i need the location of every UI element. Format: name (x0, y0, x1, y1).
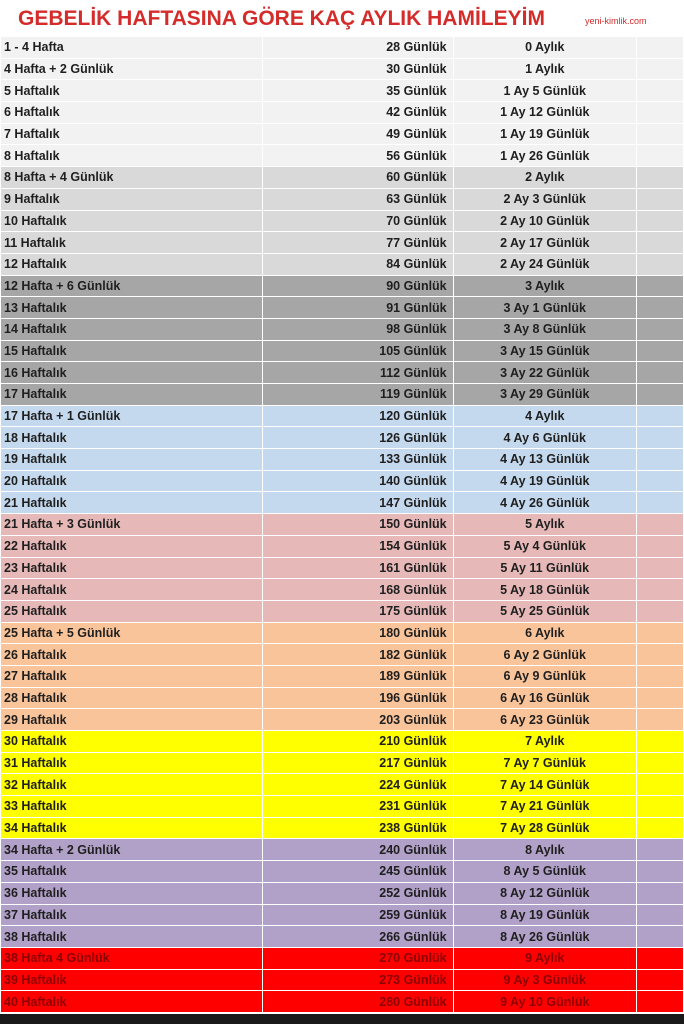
filler-cell (636, 427, 683, 449)
days-cell: 240 Günlük (263, 839, 453, 861)
days-cell: 259 Günlük (263, 904, 453, 926)
filler-cell (636, 600, 683, 622)
table-row (1, 470, 684, 492)
days-cell: 154 Günlük (263, 535, 453, 557)
days-cell: 105 Günlük (263, 340, 453, 362)
months-cell: 4 Ay 13 Günlük (453, 449, 636, 471)
filler-cell (636, 80, 683, 102)
table-row (1, 362, 684, 384)
days-cell: 175 Günlük (263, 600, 453, 622)
months-cell: 5 Ay 18 Günlük (453, 579, 636, 601)
days-cell: 182 Günlük (263, 644, 453, 666)
days-cell: 56 Günlük (263, 145, 453, 167)
week-cell: 16 Haftalık (1, 362, 263, 384)
week-cell: 5 Haftalık (1, 80, 263, 102)
months-cell: 1 Ay 12 Günlük (453, 102, 636, 124)
months-cell: 2 Ay 24 Günlük (453, 253, 636, 275)
week-cell: 19 Haftalık (1, 449, 263, 471)
table-row (1, 991, 684, 1013)
filler-cell (636, 58, 683, 80)
week-cell: 34 Haftalık (1, 817, 263, 839)
days-cell: 189 Günlük (263, 665, 453, 687)
table-row (1, 405, 684, 427)
week-cell: 24 Haftalık (1, 579, 263, 601)
days-cell: 49 Günlük (263, 123, 453, 145)
week-cell: 17 Haftalık (1, 384, 263, 406)
months-cell: 7 Ay 14 Günlük (453, 774, 636, 796)
months-cell: 3 Ay 29 Günlük (453, 384, 636, 406)
days-cell: 161 Günlük (263, 557, 453, 579)
months-cell: 9 Aylık (453, 947, 636, 969)
filler-cell (636, 709, 683, 731)
months-cell: 3 Ay 15 Günlük (453, 340, 636, 362)
months-cell: 7 Ay 28 Günlük (453, 817, 636, 839)
days-cell: 98 Günlük (263, 318, 453, 340)
table-row (1, 904, 684, 926)
week-cell: 20 Haftalık (1, 470, 263, 492)
table-row (1, 969, 684, 991)
table-row (1, 622, 684, 644)
months-cell: 3 Ay 1 Günlük (453, 297, 636, 319)
week-cell: 14 Haftalık (1, 318, 263, 340)
months-cell: 4 Ay 19 Günlük (453, 470, 636, 492)
week-cell: 33 Haftalık (1, 796, 263, 818)
filler-cell (636, 123, 683, 145)
week-cell: 34 Hafta + 2 Günlük (1, 839, 263, 861)
days-cell: 77 Günlük (263, 232, 453, 254)
days-cell: 42 Günlük (263, 102, 453, 124)
days-cell: 273 Günlük (263, 969, 453, 991)
filler-cell (636, 145, 683, 167)
filler-cell (636, 405, 683, 427)
table-row (1, 318, 684, 340)
week-cell: 32 Haftalık (1, 774, 263, 796)
watermark: yeni-kimlik.com (585, 16, 647, 26)
months-cell: 7 Aylık (453, 731, 636, 753)
table-row (1, 600, 684, 622)
days-cell: 266 Günlük (263, 926, 453, 948)
months-cell: 6 Ay 9 Günlük (453, 665, 636, 687)
months-cell: 1 Ay 26 Günlük (453, 145, 636, 167)
header (0, 0, 684, 36)
filler-cell (636, 665, 683, 687)
week-cell: 18 Haftalık (1, 427, 263, 449)
week-cell: 9 Haftalık (1, 188, 263, 210)
months-cell: 7 Ay 7 Günlük (453, 752, 636, 774)
week-cell: 17 Hafta + 1 Günlük (1, 405, 263, 427)
months-cell: 4 Ay 6 Günlük (453, 427, 636, 449)
week-cell: 40 Haftalık (1, 991, 263, 1013)
filler-cell (636, 731, 683, 753)
days-cell: 147 Günlük (263, 492, 453, 514)
months-cell: 1 Ay 19 Günlük (453, 123, 636, 145)
week-cell: 11 Haftalık (1, 232, 263, 254)
months-cell: 1 Ay 5 Günlük (453, 80, 636, 102)
days-cell: 150 Günlük (263, 514, 453, 536)
days-cell: 180 Günlük (263, 622, 453, 644)
filler-cell (636, 557, 683, 579)
days-cell: 231 Günlük (263, 796, 453, 818)
months-cell: 0 Aylık (453, 37, 636, 59)
months-cell: 2 Ay 3 Günlük (453, 188, 636, 210)
filler-cell (636, 926, 683, 948)
week-cell: 39 Haftalık (1, 969, 263, 991)
months-cell: 9 Ay 10 Günlük (453, 991, 636, 1013)
months-cell: 5 Aylık (453, 514, 636, 536)
table-row (1, 384, 684, 406)
week-cell: 31 Haftalık (1, 752, 263, 774)
days-cell: 270 Günlük (263, 947, 453, 969)
week-cell: 37 Haftalık (1, 904, 263, 926)
months-cell: 4 Aylık (453, 405, 636, 427)
week-cell: 12 Haftalık (1, 253, 263, 275)
filler-cell (636, 752, 683, 774)
filler-cell (636, 102, 683, 124)
table-row (1, 58, 684, 80)
filler-cell (636, 37, 683, 59)
table-row (1, 861, 684, 883)
days-cell: 252 Günlük (263, 882, 453, 904)
table-row (1, 709, 684, 731)
table-row (1, 817, 684, 839)
filler-cell (636, 817, 683, 839)
months-cell: 7 Ay 21 Günlük (453, 796, 636, 818)
filler-cell (636, 232, 683, 254)
days-cell: 63 Günlük (263, 188, 453, 210)
table-row (1, 535, 684, 557)
filler-cell (636, 167, 683, 189)
days-cell: 133 Günlük (263, 449, 453, 471)
table-row (1, 774, 684, 796)
week-cell: 15 Haftalık (1, 340, 263, 362)
table-row (1, 882, 684, 904)
table-row (1, 102, 684, 124)
filler-cell (636, 687, 683, 709)
months-cell: 5 Ay 4 Günlük (453, 535, 636, 557)
months-cell: 5 Ay 11 Günlük (453, 557, 636, 579)
filler-cell (636, 774, 683, 796)
table-row (1, 167, 684, 189)
table-row (1, 275, 684, 297)
days-cell: 203 Günlük (263, 709, 453, 731)
months-cell: 2 Ay 17 Günlük (453, 232, 636, 254)
days-cell: 238 Günlük (263, 817, 453, 839)
filler-cell (636, 384, 683, 406)
days-cell: 120 Günlük (263, 405, 453, 427)
table-row (1, 80, 684, 102)
months-cell: 2 Ay 10 Günlük (453, 210, 636, 232)
filler-cell (636, 470, 683, 492)
table-row (1, 297, 684, 319)
months-cell: 5 Ay 25 Günlük (453, 600, 636, 622)
table-row (1, 37, 684, 59)
filler-cell (636, 253, 683, 275)
filler-cell (636, 579, 683, 601)
filler-cell (636, 275, 683, 297)
table-row (1, 427, 684, 449)
months-cell: 3 Ay 8 Günlük (453, 318, 636, 340)
days-cell: 210 Günlük (263, 731, 453, 753)
table-row (1, 232, 684, 254)
page-title: GEBELİK HAFTASINA GÖRE KAÇ AYLIK HAMİLEYİM (18, 7, 545, 30)
table-row (1, 796, 684, 818)
week-cell: 4 Hafta + 2 Günlük (1, 58, 263, 80)
table-row (1, 492, 684, 514)
filler-cell (636, 514, 683, 536)
filler-cell (636, 492, 683, 514)
week-cell: 7 Haftalık (1, 123, 263, 145)
days-cell: 119 Günlük (263, 384, 453, 406)
filler-cell (636, 297, 683, 319)
months-cell: 4 Ay 26 Günlük (453, 492, 636, 514)
days-cell: 84 Günlük (263, 253, 453, 275)
days-cell: 28 Günlük (263, 37, 453, 59)
table-row (1, 557, 684, 579)
week-cell: 8 Hafta + 4 Günlük (1, 167, 263, 189)
filler-cell (636, 882, 683, 904)
table-row (1, 644, 684, 666)
filler-cell (636, 904, 683, 926)
months-cell: 6 Ay 23 Günlük (453, 709, 636, 731)
months-cell: 3 Ay 22 Günlük (453, 362, 636, 384)
table-row (1, 340, 684, 362)
months-cell: 8 Ay 12 Günlük (453, 882, 636, 904)
table-row (1, 210, 684, 232)
week-cell: 12 Hafta + 6 Günlük (1, 275, 263, 297)
days-cell: 91 Günlük (263, 297, 453, 319)
table-row (1, 449, 684, 471)
table-row (1, 579, 684, 601)
filler-cell (636, 340, 683, 362)
week-cell: 30 Haftalık (1, 731, 263, 753)
table-row (1, 687, 684, 709)
days-cell: 245 Günlük (263, 861, 453, 883)
table-body (1, 37, 684, 1013)
week-cell: 36 Haftalık (1, 882, 263, 904)
days-cell: 224 Günlük (263, 774, 453, 796)
months-cell: 8 Ay 19 Günlük (453, 904, 636, 926)
months-cell: 8 Ay 5 Günlük (453, 861, 636, 883)
filler-cell (636, 188, 683, 210)
week-cell: 25 Hafta + 5 Günlük (1, 622, 263, 644)
filler-cell (636, 969, 683, 991)
days-cell: 90 Günlük (263, 275, 453, 297)
bottom-bar (0, 1014, 684, 1024)
pregnancy-table (0, 36, 684, 1013)
filler-cell (636, 362, 683, 384)
filler-cell (636, 839, 683, 861)
week-cell: 21 Haftalık (1, 492, 263, 514)
filler-cell (636, 210, 683, 232)
filler-cell (636, 644, 683, 666)
filler-cell (636, 318, 683, 340)
table-row (1, 665, 684, 687)
days-cell: 126 Günlük (263, 427, 453, 449)
months-cell: 1 Aylık (453, 58, 636, 80)
months-cell: 3 Aylık (453, 275, 636, 297)
table-row (1, 188, 684, 210)
days-cell: 280 Günlük (263, 991, 453, 1013)
table-row (1, 731, 684, 753)
days-cell: 140 Günlük (263, 470, 453, 492)
week-cell: 28 Haftalık (1, 687, 263, 709)
week-cell: 25 Haftalık (1, 600, 263, 622)
table-row (1, 926, 684, 948)
week-cell: 6 Haftalık (1, 102, 263, 124)
week-cell: 27 Haftalık (1, 665, 263, 687)
week-cell: 23 Haftalık (1, 557, 263, 579)
days-cell: 60 Günlük (263, 167, 453, 189)
week-cell: 21 Hafta + 3 Günlük (1, 514, 263, 536)
days-cell: 30 Günlük (263, 58, 453, 80)
table-row (1, 253, 684, 275)
week-cell: 10 Haftalık (1, 210, 263, 232)
week-cell: 38 Hafta 4 Günlük (1, 947, 263, 969)
months-cell: 6 Ay 2 Günlük (453, 644, 636, 666)
table-row (1, 947, 684, 969)
filler-cell (636, 535, 683, 557)
filler-cell (636, 991, 683, 1013)
days-cell: 70 Günlük (263, 210, 453, 232)
week-cell: 13 Haftalık (1, 297, 263, 319)
week-cell: 8 Haftalık (1, 145, 263, 167)
table-row (1, 752, 684, 774)
months-cell: 6 Aylık (453, 622, 636, 644)
days-cell: 217 Günlük (263, 752, 453, 774)
table-row (1, 514, 684, 536)
week-cell: 22 Haftalık (1, 535, 263, 557)
filler-cell (636, 861, 683, 883)
months-cell: 9 Ay 3 Günlük (453, 969, 636, 991)
table-row (1, 839, 684, 861)
table-row (1, 123, 684, 145)
week-cell: 1 - 4 Hafta (1, 37, 263, 59)
days-cell: 196 Günlük (263, 687, 453, 709)
filler-cell (636, 449, 683, 471)
months-cell: 8 Aylık (453, 839, 636, 861)
days-cell: 112 Günlük (263, 362, 453, 384)
week-cell: 38 Haftalık (1, 926, 263, 948)
months-cell: 6 Ay 16 Günlük (453, 687, 636, 709)
days-cell: 35 Günlük (263, 80, 453, 102)
months-cell: 2 Aylık (453, 167, 636, 189)
table-row (1, 145, 684, 167)
filler-cell (636, 796, 683, 818)
week-cell: 35 Haftalık (1, 861, 263, 883)
week-cell: 29 Haftalık (1, 709, 263, 731)
months-cell: 8 Ay 26 Günlük (453, 926, 636, 948)
days-cell: 168 Günlük (263, 579, 453, 601)
filler-cell (636, 622, 683, 644)
week-cell: 26 Haftalık (1, 644, 263, 666)
filler-cell (636, 947, 683, 969)
